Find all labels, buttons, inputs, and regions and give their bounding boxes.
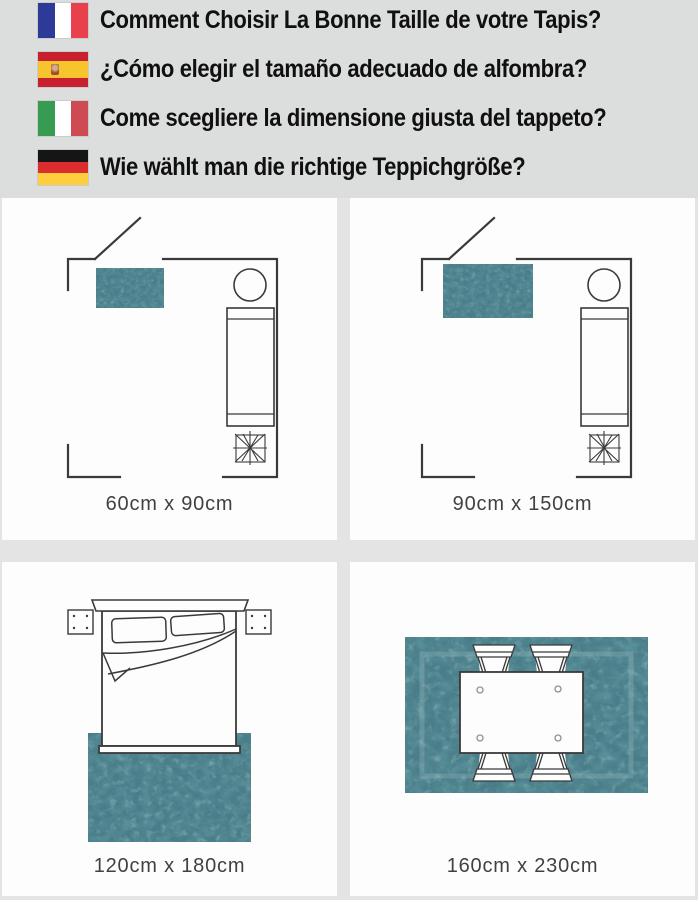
double-bed-top-view xyxy=(92,600,248,753)
flag-stripe xyxy=(38,150,88,162)
flag-stripe xyxy=(55,101,72,136)
round-side-table xyxy=(234,269,266,301)
panel-rug-60x90 xyxy=(2,198,337,540)
nightstand-left xyxy=(68,610,93,634)
panel-rug-160x230 xyxy=(350,562,695,896)
rug-size-label: 90cm x 150cm xyxy=(452,493,593,515)
panel-rug-90x150 xyxy=(350,198,695,540)
header-row-italian xyxy=(0,101,698,136)
flag-germany-icon xyxy=(38,150,88,185)
flag-stripe xyxy=(38,52,88,61)
headboard xyxy=(92,600,248,611)
sofa-top-view xyxy=(581,308,628,426)
rug-size-label: 120cm x 180cm xyxy=(93,855,246,877)
rug-size-label: 160cm x 230cm xyxy=(446,855,599,877)
title-french: Comment Choisir La Bonne Taille de votre Tapis? xyxy=(100,6,601,34)
flag-france-icon xyxy=(38,3,88,38)
flag-stripe xyxy=(38,61,88,77)
rug-size-label: 60cm x 90cm xyxy=(105,493,234,515)
title-german: Wie wählt man die richtige Teppichgröße? xyxy=(100,153,526,181)
potted-plant-icon xyxy=(233,431,267,465)
flag-stripe xyxy=(38,101,55,136)
rug-60x90-top-view xyxy=(96,268,164,308)
flag-stripe xyxy=(38,173,88,185)
flag-stripe xyxy=(38,78,88,87)
flag-stripe xyxy=(71,3,88,38)
round-side-table xyxy=(588,269,620,301)
title-spanish: ¿Cómo elegir el tamaño adecuado de alfombra? xyxy=(100,55,587,83)
nightstand-right xyxy=(246,610,271,634)
living-room-floor-plan xyxy=(350,198,695,540)
flag-spain-icon xyxy=(38,52,88,87)
flag-stripe xyxy=(38,3,55,38)
spain-coat-of-arms-icon xyxy=(51,64,59,75)
header-row-french xyxy=(0,3,698,38)
flag-stripe xyxy=(55,3,72,38)
door-swing-line xyxy=(449,218,494,259)
sofa-top-view xyxy=(227,308,274,426)
pillow-left xyxy=(112,617,167,643)
potted-plant-icon xyxy=(587,431,621,465)
rug-90x150-top-view xyxy=(443,264,533,318)
flag-stripe xyxy=(71,101,88,136)
bedroom-top-view xyxy=(2,562,337,896)
header-row-spanish xyxy=(0,52,698,87)
title-italian: Come scegliere la dimensione giusta del tappeto? xyxy=(100,104,607,132)
dining-set-top-view xyxy=(350,562,695,896)
flag-stripe xyxy=(38,162,88,174)
header xyxy=(0,0,698,198)
dining-table-top-view xyxy=(460,672,583,753)
footboard xyxy=(99,746,240,753)
door-swing-line xyxy=(95,218,140,259)
header-row-german xyxy=(0,150,698,185)
living-room-floor-plan xyxy=(2,198,337,540)
panel-rug-120x180 xyxy=(2,562,337,896)
pillow-right xyxy=(170,613,224,636)
flag-italy-icon xyxy=(38,101,88,136)
